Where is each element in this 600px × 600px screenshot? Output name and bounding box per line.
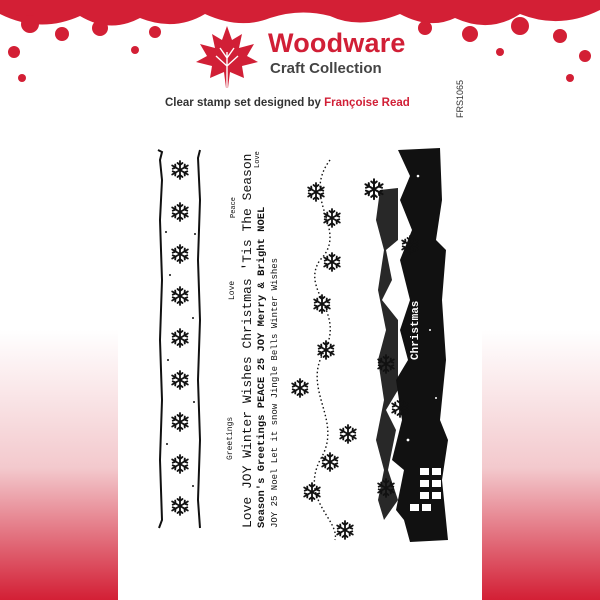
snowflake-icon — [172, 371, 188, 389]
snowflake-icon — [172, 413, 188, 431]
christmas-border-word: Christmas — [410, 300, 422, 360]
snowflake-icon — [172, 287, 188, 305]
snowflake-icon — [172, 203, 188, 221]
brand-subtitle: Craft Collection — [270, 60, 382, 77]
snowflake-icon — [172, 455, 188, 473]
snowflake-icon — [172, 497, 188, 515]
grunge-border-strip — [376, 148, 448, 542]
product-code: FRS1065 — [455, 79, 465, 118]
snowflake-icon — [172, 329, 188, 347]
sentiment-line: Season's Greetings PEACE 25 JOY Merry & Bright NOEL — [256, 206, 268, 528]
sentiment-text-strip — [220, 150, 290, 530]
sentiment-line: Greetings — [226, 416, 235, 460]
designer-name: Françoise Read — [324, 97, 410, 109]
snowflake-icon — [314, 295, 330, 313]
snowflake-garland-strip — [292, 160, 382, 540]
sentiment-line: Love JOY Winter Wishes Christmas 'Tis The Season — [240, 153, 255, 528]
snowflake-icon — [322, 453, 338, 471]
sentiment-line: JOY 25 Noel Let it snow Jingle Bells Winter Wishes — [270, 257, 280, 528]
snowflake-icon — [292, 379, 308, 397]
snowflake-icon — [304, 483, 320, 501]
snowflake-icon — [324, 253, 340, 271]
snowflake-icon — [340, 425, 356, 443]
sentiment-line: Love — [254, 151, 262, 168]
sentiment-line: Peace — [230, 196, 238, 218]
snowflake-icon — [172, 161, 188, 179]
snowflake-border-strip — [158, 150, 200, 528]
tagline-prefix: Clear stamp set designed by — [165, 97, 325, 109]
sentiment-line: Love — [228, 280, 237, 300]
snowflake-icon — [172, 245, 188, 263]
snowflake-icon — [318, 341, 334, 359]
brand-name: Woodware — [268, 28, 406, 58]
snowflake-icon — [337, 521, 353, 539]
